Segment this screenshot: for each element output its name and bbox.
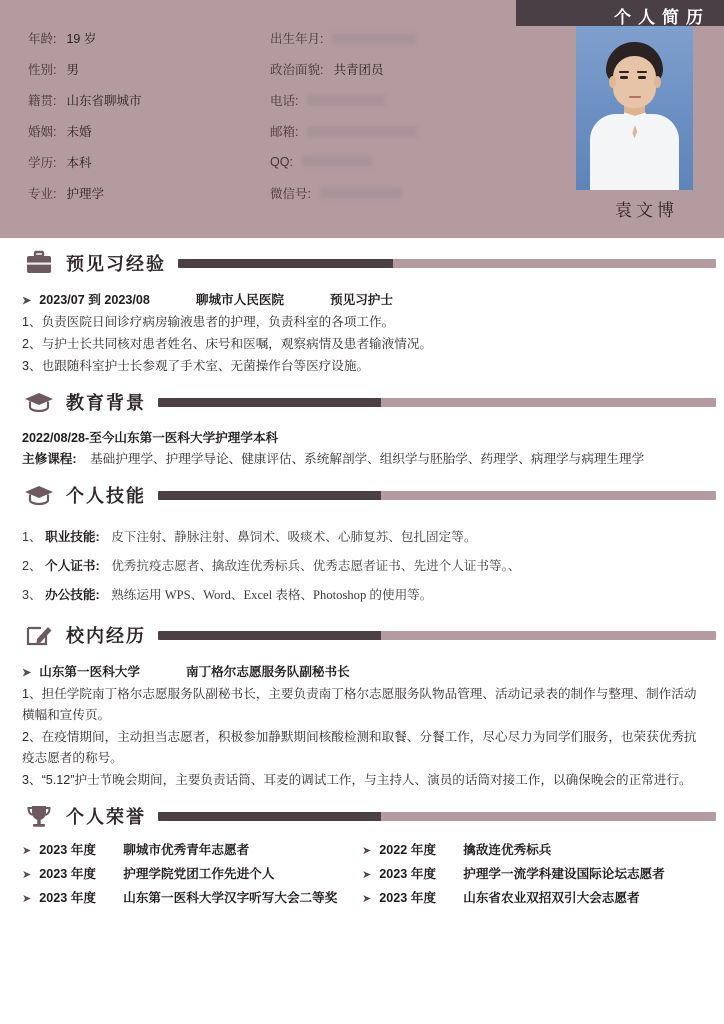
info-label: 微信号: <box>270 186 311 201</box>
campus-entry-header <box>22 661 702 680</box>
section-skills <box>0 474 724 605</box>
resume-header <box>0 0 724 238</box>
section-title: 教育背景 <box>66 393 146 413</box>
redacted-value <box>302 156 372 167</box>
list-item <box>362 863 702 887</box>
internship-role: 预见习护士 <box>330 293 393 307</box>
internship-org: 聊城市人民医院 <box>195 293 285 307</box>
education-major: 护理学 <box>215 431 253 445</box>
briefcase-icon <box>24 248 54 278</box>
info-field-education-level <box>28 153 270 171</box>
avatar-mouth <box>629 96 641 98</box>
skill-label: 办公技能: <box>45 588 100 602</box>
info-field-age <box>28 29 270 47</box>
honor-year: 2023 年度 <box>39 867 96 881</box>
resume-body <box>0 242 724 911</box>
section-content <box>0 423 724 470</box>
campus-role: 南丁格尔志愿服务队副秘书长 <box>185 665 350 679</box>
education-courses-value: 基础护理学、护理学导论、健康评估、系统解剖学、组织学与胚胎学、药理学、病理学与病理生理学 <box>90 452 645 466</box>
trophy-icon <box>24 801 54 831</box>
campus-item: 2、在疫情期间，主动担当志愿者，积极参加静默期间核酸检测和取餐、分餐工作，尽心尽力为同学们服务，也荣获优秀抗疫志愿者的称号。 <box>22 730 697 765</box>
skill-item <box>22 585 702 605</box>
section-title: 预见习经验 <box>66 254 166 274</box>
arrow-icon: ➤ <box>22 893 32 905</box>
candidate-name: 袁文博 <box>615 201 678 220</box>
education-entry-header <box>22 427 702 446</box>
section-divider-bar <box>158 631 716 640</box>
avatar-eye-right <box>638 76 646 79</box>
education-courses-row <box>22 449 702 470</box>
info-label: 籍贯: <box>28 93 57 108</box>
arrow-icon: ➤ <box>362 869 372 881</box>
honor-text: 护理学一流学科建设国际论坛志愿者 <box>463 867 665 881</box>
list-item <box>22 863 362 887</box>
section-education <box>0 381 724 470</box>
info-label: 性别: <box>28 62 57 77</box>
honor-year: 2023 年度 <box>39 891 96 905</box>
honor-year: 2023 年度 <box>39 843 96 857</box>
section-header <box>0 242 724 284</box>
arrow-icon: ➤ <box>362 845 372 857</box>
info-row <box>28 146 498 177</box>
avatar-face <box>613 56 656 108</box>
skill-number: 2、 <box>22 559 42 573</box>
section-divider-bar <box>178 259 716 268</box>
info-label: 专业: <box>28 186 57 201</box>
info-field-gender <box>28 60 270 78</box>
graduation-cap-icon <box>24 480 54 510</box>
arrow-icon: ➤ <box>22 295 32 307</box>
section-header <box>0 381 724 423</box>
info-label: 出生年月: <box>270 31 324 46</box>
education-school: 山东第一医科大学 <box>114 431 216 445</box>
graduation-cap-icon <box>24 387 54 417</box>
skill-number: 3、 <box>22 588 42 602</box>
skill-text: 皮下注射、静脉注射、鼻饲术、吸痰术、心肺复苏、包扎固定等。 <box>111 530 477 544</box>
info-value: 山东省聊城市 <box>66 93 142 108</box>
internship-entry-header <box>22 289 702 308</box>
info-label: 婚姻: <box>28 124 57 139</box>
section-content <box>0 656 724 791</box>
redacted-value <box>307 126 417 137</box>
honor-text: 山东省农业双招双引大会志愿者 <box>463 891 640 905</box>
redacted-value <box>320 188 402 199</box>
info-label: 学历: <box>28 155 57 170</box>
info-value: 未婚 <box>66 124 92 139</box>
section-title: 校内经历 <box>66 626 146 646</box>
info-field-political-status <box>270 60 498 78</box>
personal-info-grid <box>28 22 498 208</box>
info-row <box>28 177 498 208</box>
info-value: 共青团员 <box>333 62 384 77</box>
education-degree: 本科 <box>252 431 279 445</box>
campus-item: 1、担任学院南丁格尔志愿服务队副秘书长，主要负责南丁格尔志愿服务队物品管理、活动记录表的制作与整理、制作活动横幅和宣传页。 <box>22 687 697 722</box>
section-title: 个人荣誉 <box>66 807 146 827</box>
arrow-icon: ➤ <box>22 667 32 679</box>
info-row <box>28 22 498 53</box>
avatar-brow-left <box>619 71 629 73</box>
internship-item: 3、也跟随科室护士长参观了手术室、无菌操作台等医疗设施。 <box>22 359 370 373</box>
section-divider-bar <box>158 491 716 500</box>
redacted-value <box>307 95 385 106</box>
info-field-phone <box>270 91 498 109</box>
section-header <box>0 474 724 516</box>
info-field-birth <box>270 29 498 47</box>
section-title: 个人技能 <box>66 486 146 506</box>
skill-item <box>22 527 702 547</box>
honor-year: 2022 年度 <box>379 843 436 857</box>
honor-text: 擒敌连优秀标兵 <box>463 843 552 857</box>
avatar-ear-left <box>609 76 616 88</box>
info-label: 电话: <box>270 93 299 108</box>
honors-list <box>0 837 724 911</box>
info-label: 年龄: <box>28 31 57 46</box>
skill-item <box>22 556 702 576</box>
education-date: 2022/08/28-至今 <box>22 431 115 445</box>
section-campus-experience <box>0 614 724 791</box>
section-internship <box>0 242 724 377</box>
info-label: QQ: <box>270 154 293 169</box>
section-content <box>0 516 724 605</box>
avatar-ear-right <box>654 76 661 88</box>
avatar-eye-left <box>620 76 628 79</box>
skill-label: 职业技能: <box>45 530 100 544</box>
honor-text: 山东第一医科大学汉字听写大会二等奖 <box>123 891 338 905</box>
internship-item: 2、与护士长共同核对患者姓名、床号和医嘱，观察病情及患者输液情况。 <box>22 337 433 351</box>
info-value: 本科 <box>66 155 92 170</box>
section-divider-bar <box>158 812 716 821</box>
education-courses-label: 主修课程: <box>22 452 77 466</box>
info-field-qq <box>270 155 498 169</box>
internship-date: 2023/07 到 2023/08 <box>39 293 150 307</box>
redacted-value <box>332 33 416 44</box>
honor-text: 聊城市优秀青年志愿者 <box>123 843 250 857</box>
list-item <box>362 887 702 911</box>
honor-year: 2023 年度 <box>379 867 436 881</box>
info-field-email <box>270 122 498 140</box>
skill-text: 优秀抗疫志愿者、擒敌连优秀标兵、优秀志愿者证书、先进个人证书等。、 <box>111 559 521 573</box>
list-item <box>362 839 702 863</box>
avatar <box>576 26 693 190</box>
section-content <box>0 284 724 377</box>
honor-text: 护理学院党团工作先进个人 <box>123 867 275 881</box>
pencil-square-icon <box>24 620 54 650</box>
info-field-wechat <box>270 184 498 202</box>
skill-text: 熟练运用 WPS、Word、Excel 表格、Photoshop 的使用等。 <box>111 588 433 602</box>
skill-label: 个人证书: <box>45 559 100 573</box>
arrow-icon: ➤ <box>22 845 32 857</box>
arrow-icon: ➤ <box>22 869 32 881</box>
page-title: 个人简历 <box>614 8 710 27</box>
internship-item: 1、负责医院日间诊疗病房输液患者的护理，负责科室的各项工作。 <box>22 315 395 329</box>
section-header <box>0 614 724 656</box>
info-field-major <box>28 184 270 202</box>
info-field-hometown <box>28 91 270 109</box>
section-honors <box>0 795 724 911</box>
info-row <box>28 115 498 146</box>
info-value: 男 <box>66 62 79 77</box>
list-item <box>22 887 362 911</box>
skill-number: 1、 <box>22 530 42 544</box>
section-header <box>0 795 724 837</box>
info-row <box>28 84 498 115</box>
list-item <box>22 839 362 863</box>
honor-year: 2023 年度 <box>379 891 436 905</box>
campus-item: 3、“5.12”护士节晚会期间，主要负责话筒、耳麦的调试工作，与主持人、演员的话筒对接工作，以确保晚会的正常进行。 <box>22 773 692 787</box>
info-value: 19 岁 <box>66 31 97 46</box>
info-label: 邮箱: <box>270 124 299 139</box>
info-row <box>28 53 498 84</box>
section-divider-bar <box>158 398 716 407</box>
info-field-marital-status <box>28 122 270 140</box>
info-value: 护理学 <box>66 186 104 201</box>
avatar-brow-right <box>637 71 647 73</box>
campus-org: 山东第一医科大学 <box>39 665 140 679</box>
arrow-icon: ➤ <box>362 893 372 905</box>
info-label: 政治面貌: <box>270 62 324 77</box>
